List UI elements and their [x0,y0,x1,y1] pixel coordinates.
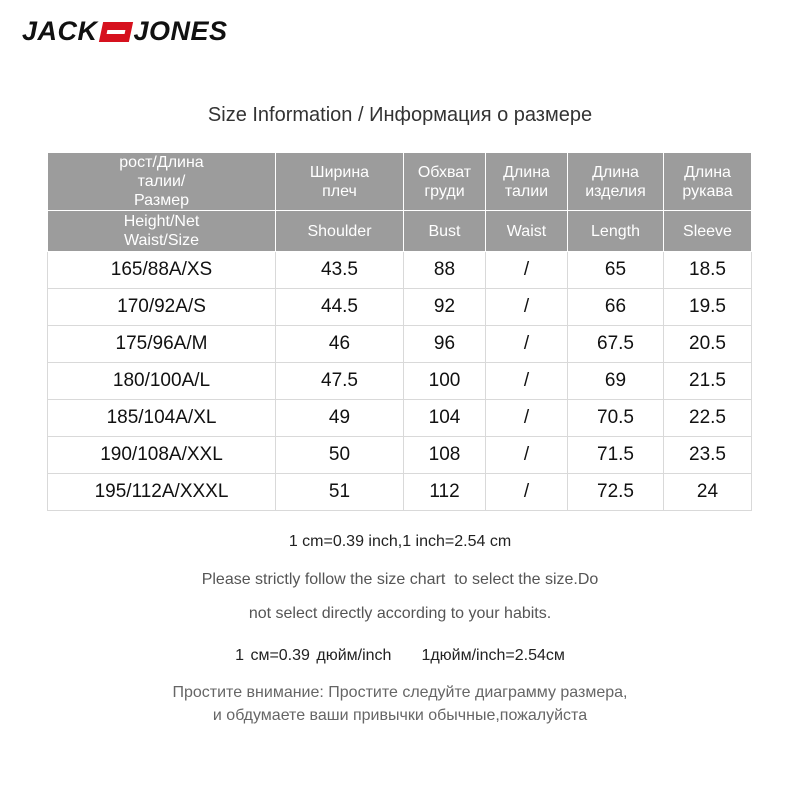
cell-waist: / [486,252,568,289]
cell-bust: 112 [404,474,486,511]
cell-length: 69 [568,363,664,400]
cell-shoulder: 47.5 [276,363,404,400]
cell-size: 170/92A/S [48,289,276,326]
brand-logo [22,16,228,47]
cell-bust: 92 [404,289,486,326]
table-row [48,474,752,511]
cell-shoulder: 43.5 [276,252,404,289]
cell-size: 180/100A/L [48,363,276,400]
table-row [48,437,752,474]
brand-logo-left: JACK [22,16,98,46]
header-ru-length: Длина изделия [568,153,664,211]
header-en-length: Length [568,211,664,252]
table-row [48,289,752,326]
header-en-size: Height/Net Waist/Size [48,211,276,252]
cell-sleeve: 21.5 [664,363,752,400]
cell-shoulder: 50 [276,437,404,474]
flag-icon [98,22,132,42]
cell-length: 70.5 [568,400,664,437]
header-en-bust: Bust [404,211,486,252]
cell-bust: 88 [404,252,486,289]
table-row [48,363,752,400]
cell-bust: 100 [404,363,486,400]
conversion-note-ru [0,647,800,665]
header-en-shoulder: Shoulder [276,211,404,252]
cell-waist: / [486,400,568,437]
conversion-ru-inch: 1дюйм/inch=2.54см [421,647,565,664]
advice-ru-line-1: Простите внимание: Простите следуйте диаграмму размера, [172,684,628,701]
cell-waist: / [486,437,568,474]
advice-ru-line-2: и обдумаете ваши привычки обычные,пожалуйста [212,707,588,724]
brand-logo-right: JONES [133,16,228,46]
cell-length: 72.5 [568,474,664,511]
cell-sleeve: 20.5 [664,326,752,363]
cell-waist: / [486,289,568,326]
cell-length: 65 [568,252,664,289]
cell-shoulder: 46 [276,326,404,363]
cell-size: 190/108A/XXL [48,437,276,474]
cell-shoulder: 49 [276,400,404,437]
conversion-note-en: 1 cm=0.39 inch,1 inch=2.54 cm [288,533,512,550]
advice-en-line-1: Please strictly follow the size chart to select the size.Do [201,571,599,588]
cell-sleeve: 19.5 [664,289,752,326]
header-en-waist: Waist [486,211,568,252]
header-ru-size: рост/Длина талии/Размер [48,153,276,211]
advice-ru [0,681,800,727]
header-ru-sleeve: Длина рукава [664,153,752,211]
advice-en-line-2: not select directly according to your habits. [248,605,552,622]
table-row [48,326,752,363]
header-en-sleeve: Sleeve [664,211,752,252]
cell-waist: / [486,326,568,363]
cell-bust: 96 [404,326,486,363]
cell-waist: / [486,474,568,511]
table-row [48,400,752,437]
page-title: Size Information / Информация о размере [207,104,593,126]
cell-bust: 104 [404,400,486,437]
cell-length: 67.5 [568,326,664,363]
cell-shoulder: 44.5 [276,289,404,326]
table-header-row-ru [48,153,752,211]
header-ru-bust: Обхват груди [404,153,486,211]
cell-size: 175/96A/M [48,326,276,363]
conversion-ru-cm: 1 см=0.39 дюйм/inch [235,647,392,664]
cell-size: 185/104A/XL [48,400,276,437]
cell-length: 66 [568,289,664,326]
cell-sleeve: 22.5 [664,400,752,437]
cell-length: 71.5 [568,437,664,474]
header-ru-shoulder: Ширина плеч [276,153,404,211]
cell-shoulder: 51 [276,474,404,511]
header-ru-waist: Длина талии [486,153,568,211]
cell-sleeve: 24 [664,474,752,511]
cell-waist: / [486,363,568,400]
table-header-row-en [48,211,752,252]
cell-sleeve: 23.5 [664,437,752,474]
cell-bust: 108 [404,437,486,474]
cell-size: 165/88A/XS [48,252,276,289]
table-row [48,252,752,289]
size-table [47,152,752,511]
cell-size: 195/112A/XXXL [48,474,276,511]
cell-sleeve: 18.5 [664,252,752,289]
